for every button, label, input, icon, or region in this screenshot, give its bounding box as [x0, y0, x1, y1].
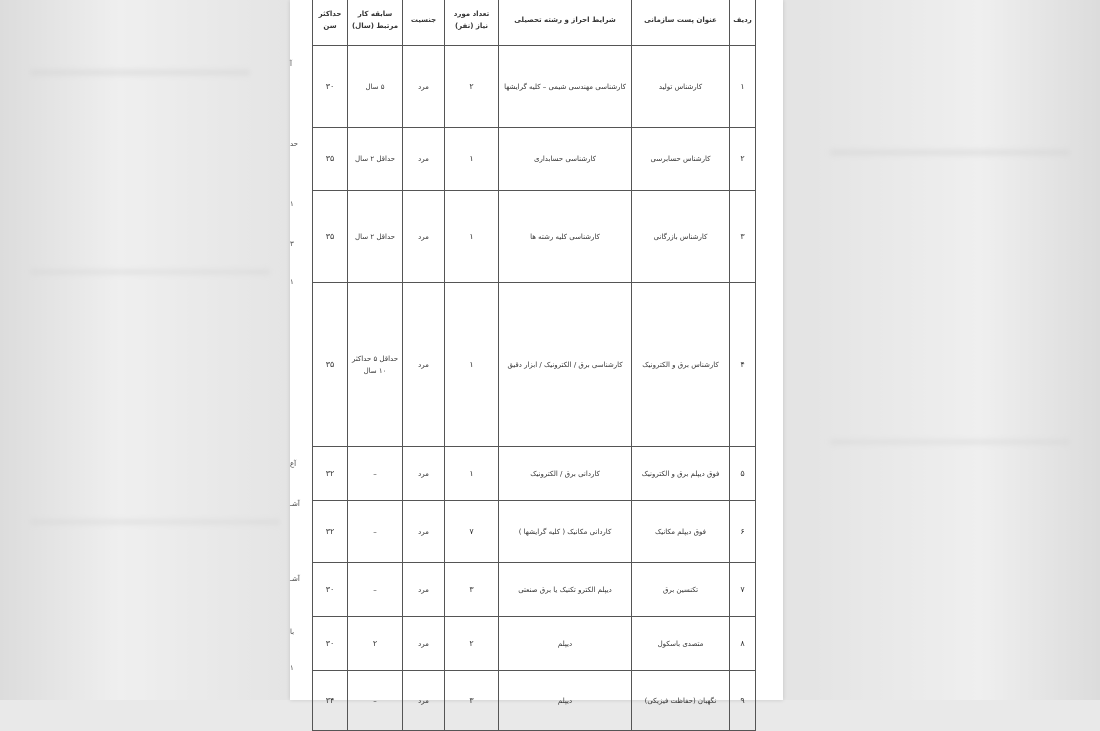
cut-text: آع: [290, 460, 297, 468]
cell-gender: مرد: [403, 128, 445, 191]
cell-experience: ۲: [348, 617, 403, 671]
cut-text: ۱: [290, 200, 294, 208]
cell-row-number: ۹: [730, 671, 756, 731]
header-conditions: شرایط احراز و رشته تحصیلی: [499, 0, 632, 46]
cell-max-age: ۳۵: [313, 283, 348, 447]
cell-row-number: ۴: [730, 283, 756, 447]
cell-max-age: ۳۰: [313, 46, 348, 128]
cell-experience: –: [348, 671, 403, 731]
job-positions-table: [312, 0, 756, 731]
cell-conditions: کارشناسی حسابداری: [499, 128, 632, 191]
blurred-line: [830, 150, 1070, 155]
cell-conditions: دیپلم: [499, 617, 632, 671]
table-row: [313, 447, 756, 501]
cell-experience: ۵ سال: [348, 46, 403, 128]
cell-title: کارشناس برق و الکترونیک: [632, 283, 730, 447]
table-header-row: [313, 0, 756, 46]
cell-experience: حداقل ۲ سال: [348, 128, 403, 191]
cell-max-age: ۳۲: [313, 447, 348, 501]
cell-max-age: ۳۰: [313, 617, 348, 671]
cut-text: آشـ: [290, 575, 300, 583]
cut-text: با: [290, 628, 295, 636]
cell-max-age: ۳۵: [313, 128, 348, 191]
cell-title: تکنسین برق: [632, 563, 730, 617]
cell-experience: حداقل ۲ سال: [348, 191, 403, 283]
cell-title: کارشناس بازرگانی: [632, 191, 730, 283]
cell-conditions: کاردانی برق / الکترونیک: [499, 447, 632, 501]
cell-gender: مرد: [403, 447, 445, 501]
table-row: [313, 191, 756, 283]
cell-title: فوق دیپلم مکانیک: [632, 501, 730, 563]
cell-conditions: دیپلم: [499, 671, 632, 731]
cell-gender: مرد: [403, 617, 445, 671]
cell-max-age: ۳۵: [313, 191, 348, 283]
cell-conditions: کارشناسی مهندسی شیمی – کلیه گرایشها: [499, 46, 632, 128]
cell-max-age: ۳۲: [313, 501, 348, 563]
cell-gender: مرد: [403, 671, 445, 731]
blurred-line: [830, 440, 1070, 444]
cell-gender: مرد: [403, 501, 445, 563]
cell-count: ۱: [445, 447, 499, 501]
blurred-line: [30, 520, 280, 524]
header-max-age: حداکثر سن: [313, 0, 348, 46]
document-page: [290, 0, 783, 705]
header-experience: سابقه کار مرتبط (سال): [348, 0, 403, 46]
cut-text: حد: [290, 140, 299, 148]
blurred-line: [30, 70, 250, 75]
table-row: [313, 128, 756, 191]
cell-conditions: کارشناسی برق / الکترونیک / ابزار دقیق: [499, 283, 632, 447]
cell-row-number: ۱: [730, 46, 756, 128]
cell-title: کارشناس حسابرسی: [632, 128, 730, 191]
cut-column: [290, 0, 312, 700]
cell-row-number: ۳: [730, 191, 756, 283]
header-title: عنوان پست سازمانی: [632, 0, 730, 46]
header-count: تعداد مورد نیاز (نفر): [445, 0, 499, 46]
cell-title: فوق دیپلم برق و الکترونیک: [632, 447, 730, 501]
cell-count: ۳: [445, 671, 499, 731]
table-row: [313, 501, 756, 563]
cell-experience: حداقل ۵ حداکثر ۱۰ سال: [348, 283, 403, 447]
cell-count: ۱: [445, 191, 499, 283]
cell-count: ۱: [445, 283, 499, 447]
cell-row-number: ۲: [730, 128, 756, 191]
cell-max-age: ۳۰: [313, 563, 348, 617]
cell-count: ۱: [445, 128, 499, 191]
cell-conditions: کاردانی مکانیک ( کلیه گرایشها ): [499, 501, 632, 563]
cell-experience: –: [348, 447, 403, 501]
cell-count: ۲: [445, 46, 499, 128]
cell-row-number: ۷: [730, 563, 756, 617]
cell-gender: مرد: [403, 46, 445, 128]
cell-experience: –: [348, 501, 403, 563]
cell-title: کارشناس تولید: [632, 46, 730, 128]
cut-text: ۱: [290, 278, 294, 286]
cell-row-number: ۶: [730, 501, 756, 563]
cut-text: ۱: [290, 664, 294, 672]
cell-title: نگهبان (حفاظت فیزیکی): [632, 671, 730, 731]
cell-gender: مرد: [403, 283, 445, 447]
cell-count: ۷: [445, 501, 499, 563]
cut-text: ۳: [290, 240, 294, 248]
blurred-line: [30, 270, 270, 274]
cell-count: ۲: [445, 617, 499, 671]
cell-title: متصدی باسکول: [632, 617, 730, 671]
cell-conditions: کارشناسی کلیه رشته ها: [499, 191, 632, 283]
cut-text: آشـ: [290, 500, 300, 508]
cell-conditions: دیپلم الکترو تکنیک یا برق صنعتی: [499, 563, 632, 617]
cell-row-number: ۸: [730, 617, 756, 671]
table-row: [313, 563, 756, 617]
cut-text: آ: [290, 60, 292, 68]
header-gender: جنسیت: [403, 0, 445, 46]
cell-count: ۳: [445, 563, 499, 617]
cell-max-age: ۳۴: [313, 671, 348, 731]
cell-experience: –: [348, 563, 403, 617]
table-row: [313, 283, 756, 447]
cell-gender: مرد: [403, 191, 445, 283]
cell-row-number: ۵: [730, 447, 756, 501]
table-row: [313, 617, 756, 671]
cell-gender: مرد: [403, 563, 445, 617]
table-row: [313, 671, 756, 731]
table-row: [313, 46, 756, 128]
header-row-number: ردیف: [730, 0, 756, 46]
